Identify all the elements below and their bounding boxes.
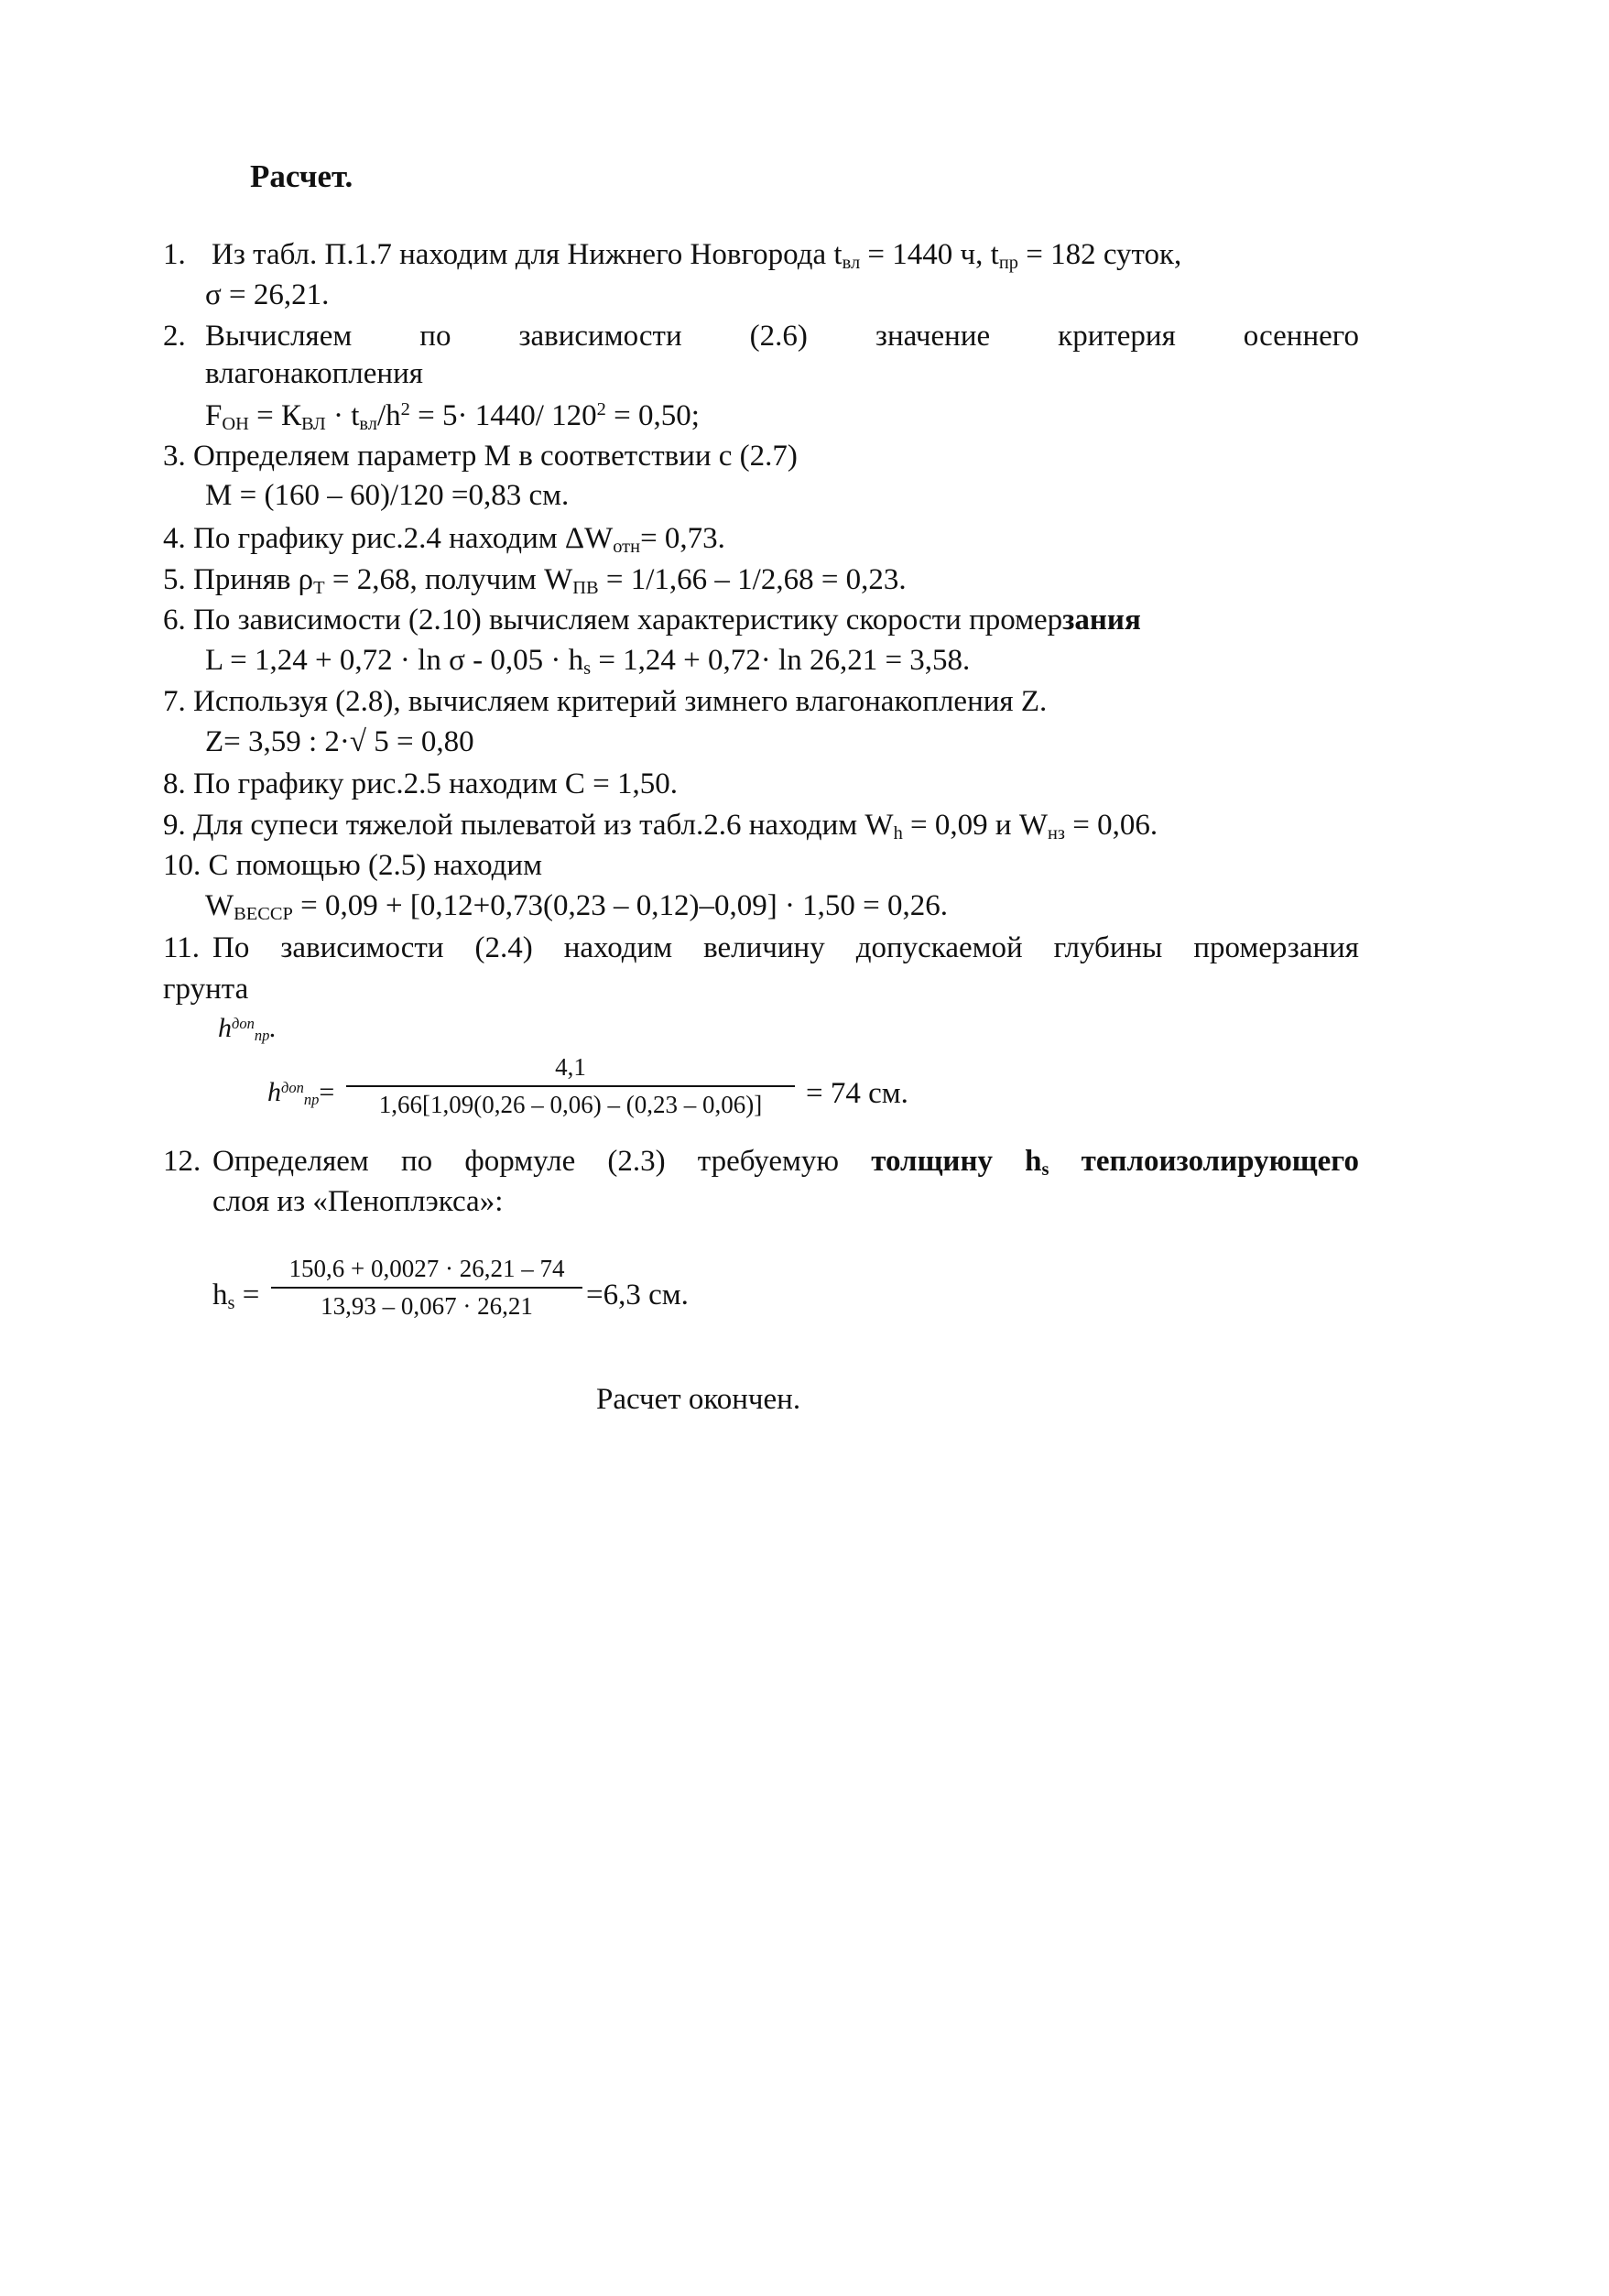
step-7-formula: Z= 3,59 : 2·√ 5 = 0,80 — [205, 725, 474, 758]
step-2-text: Вычисляем по зависимости (2.6) значение критерия осеннего — [205, 320, 1359, 353]
step-8: 8. По графику рис.2.5 находим С = 1,50. — [163, 767, 678, 800]
step-11-lhs: $h^{доп}_{пр}=$ — [267, 1077, 335, 1109]
step-6: 6. По зависимости (2.10) вычисляем характеристику скорости промерзания — [163, 604, 1141, 637]
step-3-formula: М = (160 – 60)/120 =0,83 см. — [205, 479, 570, 512]
step-11-result: = 74 см. — [806, 1077, 908, 1110]
step-12-result: =6,3 см. — [586, 1279, 689, 1311]
step-12-number: 12. — [163, 1145, 201, 1178]
step-11-fraction — [346, 1055, 795, 1117]
step-text: Из табл. П.1.7 находим для Нижнего Новгорода $t_{вл} = 1440$ ч, $t_{пр} = 182$ суток, — [212, 238, 1182, 274]
step-1 — [163, 238, 1182, 274]
step-11-number: 11. — [163, 931, 201, 964]
step-10: 10. С помощью (2.5) находим — [163, 849, 542, 882]
step-1-line-2: σ = 26,21. — [205, 278, 330, 311]
step-9: 9. Для супеси тяжелой пылеватой из табл.2.6 находим $W_h = 0,09$ и $W_{нз} = 0,06$. — [163, 809, 1158, 844]
step-6-formula: $L = 1,24 + 0,72 \cdot \ln \sigma - 0,05 \cdot h_s = 1,24 + 0,72\cdot \ln 26,21 = 3,58$. — [205, 644, 971, 680]
fraction-denominator: 13,93 – 0,067 · 26,21 — [321, 1292, 533, 1320]
document-title: Расчет. — [250, 158, 353, 194]
step-2-formula: $F_{ОН} = К_{ВЛ} \cdot t_{вл}/h^2 = 5\cdot 1440/$ $120^2 = 0,50$; — [205, 398, 700, 435]
step-4: 4. По графику рис.2.4 находим $\Delta W_{отн}= 0,73$. — [163, 522, 725, 558]
step-12-text: Определяем по формуле (2.3) требуемую толщину $h_s$ теплоизолирующего — [212, 1145, 1359, 1181]
fraction-numerator: 4,1 — [555, 1053, 586, 1081]
step-7: 7. Используя (2.8), вычисляем критерий зимнего влагонакопления Z. — [163, 685, 1048, 718]
step-number: 1. — [163, 238, 186, 271]
fraction-numerator: 150,6 + 0,0027 · 26,21 – 74 — [288, 1255, 565, 1282]
step-3: 3. Определяем параметр М в соответствии с (2.7) — [163, 440, 798, 473]
step-12-lhs: $h_s$ = — [212, 1279, 260, 1314]
step-5: 5. Приняв $\rho_Т = 2,68$, получим $W_{ПВ} = 1/1,66 - 1/2,68 = 0,23$. — [163, 563, 907, 599]
calculation-end: Расчет окончен. — [596, 1383, 801, 1416]
step-2-number: 2. — [163, 320, 186, 353]
step-12-line-2: слоя из «Пеноплэкса»: — [212, 1185, 504, 1218]
step-2-line-2: влагонакопления — [205, 357, 423, 390]
step-11-symbol: $h^{доп}_{пр}$. — [218, 1013, 277, 1045]
step-11-line-2: грунта — [163, 973, 249, 1006]
fraction-denominator: 1,66[1,09(0,26 – 0,06) – (0,23 – 0,06)] — [378, 1091, 763, 1118]
step-11-text: По зависимости (2.4) находим величину допускаемой глубины промерзания — [212, 931, 1359, 964]
step-10-formula: $W_{ВЕССР} = 0,09 + [0,12+0,73(0,23 - 0,12)-0,09] \cdot 1,50 = 0,26$. — [205, 889, 949, 925]
step-12-fraction — [271, 1257, 582, 1319]
